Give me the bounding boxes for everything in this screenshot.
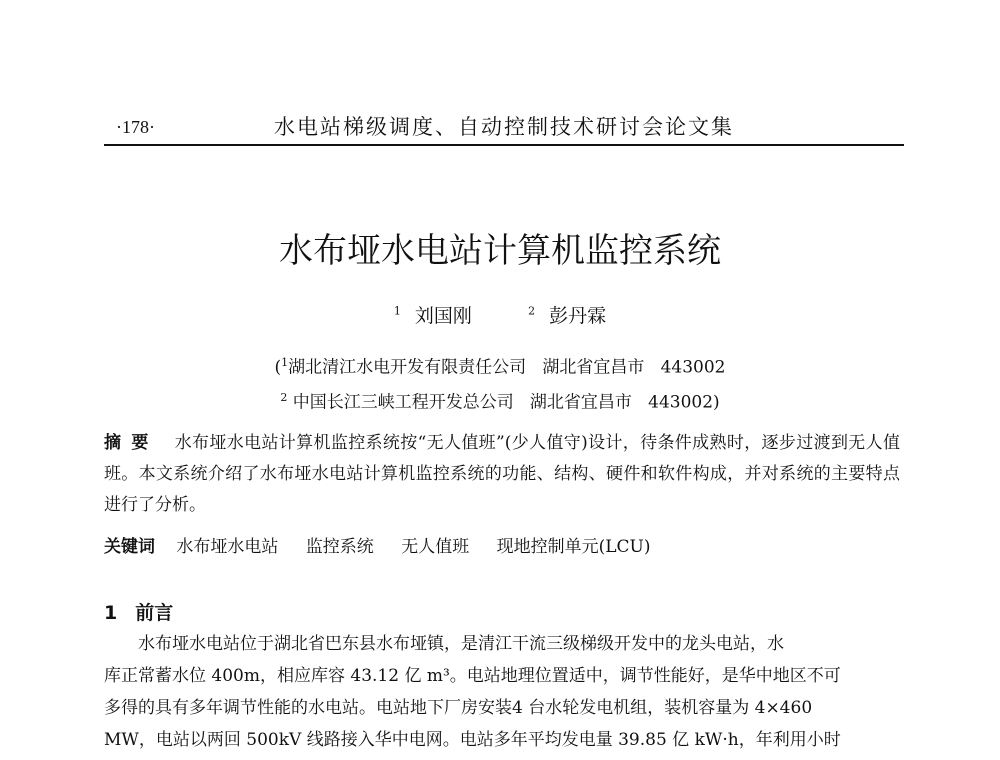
affiliation-2	[0, 383, 1000, 418]
running-header	[104, 112, 904, 142]
abstract-label: 摘要	[104, 433, 159, 453]
section-heading	[104, 598, 173, 628]
keyword-item: 无人值班	[401, 537, 470, 557]
author-2-sup: 2	[528, 305, 536, 318]
abstract-text: 水布垭水电站计算机监控系统按“无人值班”(少人值守)设计，待条件成熟时，逐步过渡到无人值班。本文系统介绍了水布垭水电站计算机监控系统的功能、结构、硬件和软件构成，并对系统的主要特点进行了分析。	[104, 433, 900, 515]
abstract	[104, 428, 900, 521]
journal-title: 水电站梯级调度、自动控制技术研讨会论文集	[274, 115, 734, 139]
keyword-item: 现地控制单元(LCU)	[496, 537, 651, 557]
header-rule	[104, 144, 904, 146]
section-title: 前言	[135, 602, 174, 624]
author-1-sup: 1	[393, 305, 401, 318]
affiliation-1	[0, 348, 1000, 383]
body-line: MW，电站以两回 500kV 线路接入华中电网。电站多年平均发电量 39.85 亿 kW·h，年利用小时	[104, 730, 841, 750]
affiliation-2-text: 中国长江三峡工程开发总公司 湖北省宜昌市 443002)	[292, 392, 720, 413]
body-line: 库正常蓄水位 400m，相应库容 43.12 亿 m³。电站地理位置适中，调节性能好，是华中地区不可	[104, 666, 841, 686]
affiliations	[0, 348, 1000, 417]
author-1-name: 刘国刚	[414, 305, 472, 328]
keywords-label: 关键词	[104, 537, 155, 557]
affiliation-2-sup: 2	[280, 390, 288, 404]
author-1	[394, 305, 472, 327]
author-list	[0, 298, 1000, 330]
keyword-item: 监控系统	[305, 537, 374, 557]
author-2	[528, 305, 606, 327]
paper-title: 水布垭水电站计算机监控系统	[279, 231, 721, 271]
body-line: 多得的具有多年调节性能的水电站。电站地下厂房安装4 台水轮发电机组，装机容量为 4×460	[104, 698, 813, 718]
affiliation-1-sup: 1	[281, 356, 289, 369]
keywords	[104, 532, 900, 563]
section-number: 1	[104, 602, 118, 624]
keyword-item: 水布垭水电站	[176, 537, 279, 557]
section-body	[104, 628, 900, 756]
affiliation-1-text: 湖北清江水电开发有限责任公司 湖北省宜昌市 443002	[288, 357, 726, 378]
author-2-name: 彭丹霖	[549, 305, 607, 328]
page-number: ·178·	[116, 117, 155, 137]
affiliation-1-prefix: (	[274, 357, 282, 378]
body-line: 水布垭水电站位于湖北省巴东县水布垭镇，是清江干流三级梯级开发中的龙头电站，水	[138, 634, 784, 654]
